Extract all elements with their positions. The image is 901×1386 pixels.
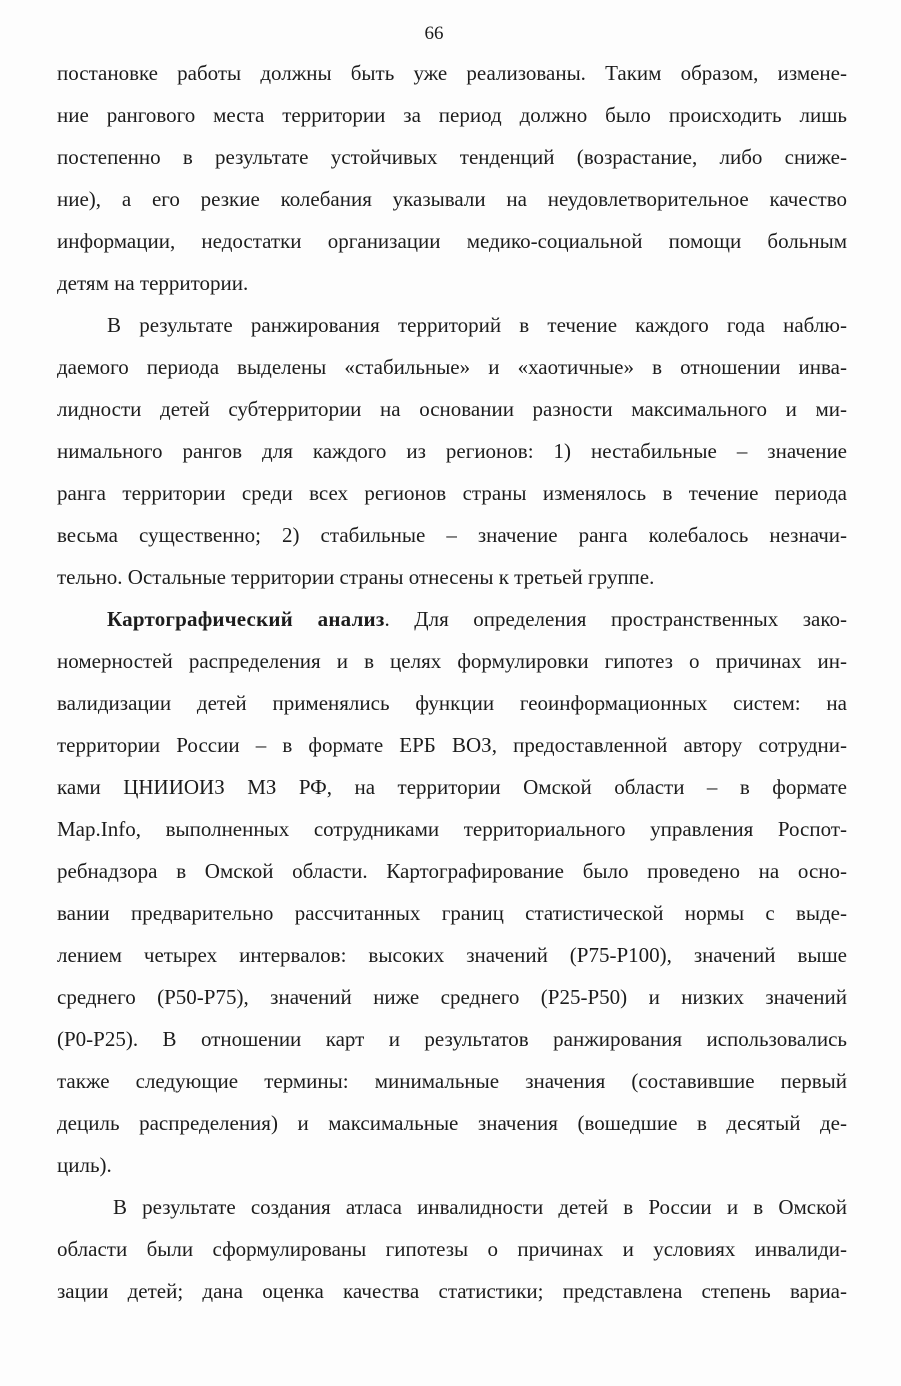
text-line bbox=[57, 598, 847, 640]
text-line: даемого периода выделены «стабильные» и «хаотичные» в отношении инва- bbox=[57, 355, 847, 379]
text-line: ребнадзора в Омской области. Картографирование было проведено на осно- bbox=[57, 859, 847, 883]
page-number: 66 bbox=[424, 23, 444, 44]
text-line: информации, недостатки организации медико-социальной помощи больным bbox=[57, 229, 847, 253]
section-lead-heading: Картографический анализ bbox=[107, 607, 385, 631]
text-line: зации детей; дана оценка качества статистики; представлена степень вариа- bbox=[57, 1279, 847, 1303]
text-line: области были сформулированы гипотезы о причинах и условиях инвалиди- bbox=[57, 1237, 847, 1261]
text-line: лидности детей субтерритории на основании разности максимального и ми- bbox=[57, 397, 847, 421]
text-line: В результате создания атласа инвалидности детей в России и в Омской bbox=[113, 1195, 847, 1219]
paragraph-1 bbox=[57, 52, 847, 304]
text-line: (Р0-Р25). В отношении карт и результатов ранжирования использовались bbox=[57, 1027, 847, 1051]
text-line: тельно. Остальные территории страны отнесены к третьей группе. bbox=[57, 565, 655, 589]
text-line: также следующие термины: минимальные значения (составившие первый bbox=[57, 1069, 847, 1093]
text-line: ние), а его резкие колебания указывали на неудовлетворительное качество bbox=[57, 187, 847, 211]
text-line: территории России – в формате ЕРБ ВОЗ, предоставленной автору сотрудни- bbox=[57, 733, 847, 757]
text-line: циль). bbox=[57, 1153, 112, 1177]
text-line: номерностей распределения и в целях формулировки гипотез о причинах ин- bbox=[57, 649, 847, 673]
text-line: ранга территории среди всех регионов страны изменялось в течение периода bbox=[57, 481, 847, 505]
paragraph-4 bbox=[57, 1186, 847, 1312]
text-line: постепенно в результате устойчивых тенденций (возрастание, либо сниже- bbox=[57, 145, 847, 169]
text-line: вании предварительно рассчитанных границ статистической нормы с выде- bbox=[57, 901, 847, 925]
paragraph-2 bbox=[57, 304, 847, 598]
paragraph-3 bbox=[57, 598, 847, 1186]
text-line: детям на территории. bbox=[57, 271, 249, 295]
text-line: Map.Info, выполненных сотрудниками территориального управления Роспот- bbox=[57, 817, 847, 841]
text-line: постановке работы должны быть уже реализованы. Таким образом, измене- bbox=[57, 61, 847, 85]
text-line: ние рангового места территории за период должно было происходить лишь bbox=[57, 103, 847, 127]
text-line: ками ЦНИИОИЗ МЗ РФ, на территории Омской области – в формате bbox=[57, 775, 847, 799]
text-line: нимального рангов для каждого из регионов: 1) нестабильные – значение bbox=[57, 439, 847, 463]
text-line: весьма существенно; 2) стабильные – значение ранга колебалось незначи- bbox=[57, 523, 847, 547]
text-run: . Для определения пространственных зако- bbox=[384, 607, 847, 631]
text-line: среднего (Р50-Р75), значений ниже среднего (Р25-Р50) и низких значений bbox=[57, 985, 847, 1009]
text-line: В результате ранжирования территорий в течение каждого года наблю- bbox=[107, 313, 847, 337]
text-line: лением четырех интервалов: высоких значений (Р75-Р100), значений выше bbox=[57, 943, 847, 967]
text-line: валидизации детей применялись функции геоинформационных систем: на bbox=[57, 691, 847, 715]
text-line: дециль распределения) и максимальные значения (вошедшие в десятый де- bbox=[57, 1111, 847, 1135]
